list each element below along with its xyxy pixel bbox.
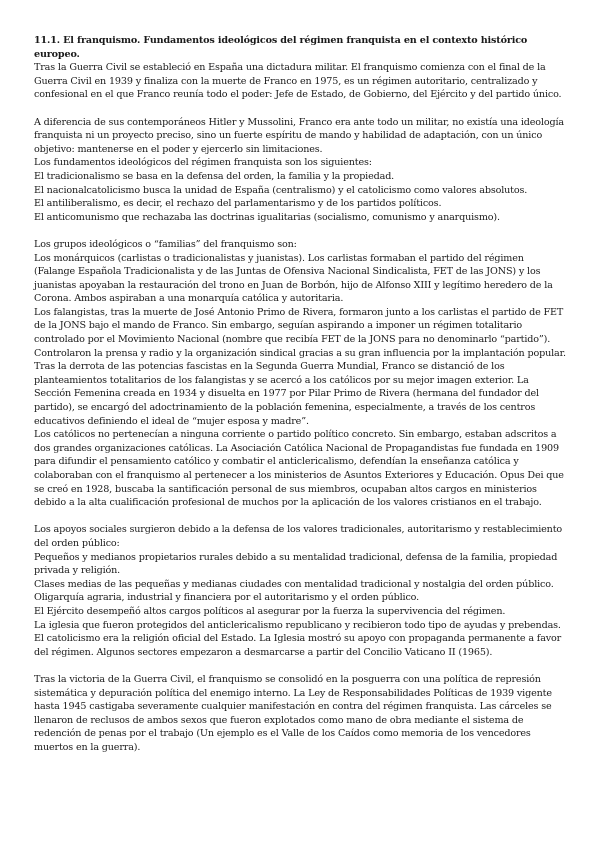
paragraph-foundations-heading: Los fundamentos ideológicos del régimen franquista son los siguientes:	[34, 157, 372, 169]
paragraph-church: La iglesia que fueron protegidos del anticlericalismo republicano y recibieron todo tipo de ayudas y prebendas. El catolicismo era la religión oficial del Estado. La Iglesia mostró su apoyo con propaganda permanente a favor del régimen. Algunos sectores empezaron a desmarcarse a partir del Concilio Vaticano II (1965).	[34, 619, 562, 658]
spacer	[34, 102, 566, 116]
paragraph-differences: A diferencia de sus contemporáneos Hitler y Mussolini, Franco era ante todo un militar, no existía una ideología franquista ni un proyecto preciso, sino un fuerte espíritu de mando y habilidad de adaptación, con un único objetivo: mantenerse en el poder y ejercerlo sin limitaciones.	[34, 116, 564, 155]
spacer	[34, 510, 566, 524]
paragraph-anticommunism: El anticomunismo que rechazaba las doctrinas igualitarias (socialismo, comunismo y anarquismo).	[34, 211, 500, 223]
paragraph-intro: Tras la Guerra Civil se estableció en España una dictadura militar. El franquismo comienza con el final de la Guerra Civil en 1939 y finaliza con la muerte de Franco en 1975, es un régimen autoritario, centralizado y confesional en el que Franco reunía todo el poder: Jefe de Estado, de Gobierno, del Ejército y del partido único.	[34, 62, 562, 101]
paragraph-middle-classes: Clases medias de las pequeñas y medianas ciudades con mentalidad tradicional y nostalgia del orden público.	[34, 578, 554, 590]
paragraph-monarchists: Los monárquicos (carlistas o tradicionalistas y juanistas). Los carlistas formaban el partido del régimen (Falange Española Tradicionalista y de las Juntas de Ofensiva Nacional Sindicalista, FET de las JONS) y los juanistas apoyaban la restauración del trono en Juan de Borbón, hijo de Alfonso XIII y legítimo heredero de la Corona. Ambos aspiraban a una monarquía católica y autoritaria.	[34, 252, 553, 305]
paragraph-social-support-heading: Los apoyos sociales surgieron debido a la defensa de los valores tradicionales, autoritarismo y restablecimiento del orden público:	[34, 524, 563, 549]
document-page	[34, 34, 566, 754]
paragraph-oligarchy: Oligarquía agraria, industrial y financiera por el autoritarismo y el orden público.	[34, 592, 420, 604]
spacer	[34, 659, 566, 673]
paragraph-falangists: Los falangistas, tras la muerte de José Antonio Primo de Rivera, formaron junto a los carlistas el partido de FET de la JONS bajo el mando de Franco. Sin embargo, seguían aspirando a imponer un régimen totalitario controlado por el Movimiento Nacional (nombre que recibía FET de la JONS para no denominarlo “partido”). Controlaron la prensa y radio y la organización sindical gracias a su gran influencia por la implantación popular. Tras la derrota de las potencias fascistas en la Segunda Guerra Mundial, Franco se distanció de los planteamientos totalitarios de los falangistas y se acercó a los católicos por su mejor imagen exterior. La Sección Femenina creada en 1934 y disuelta en 1977 por Pilar Primo de Rivera (hermana del fundador del partido), se encargó del adoctrinamiento de la población femenina, especialmente, a través de los centros educativos definiendo el ideal de “mujer esposa y madre”.	[34, 306, 566, 427]
paragraph-nationalcatholicism: El nacionalcatolicismo busca la unidad de España (centralismo) y el catolicismo como valores absolutos.	[34, 184, 528, 196]
paragraph-repression: Tras la victoria de la Guerra Civil, el franquismo se consolidó en la posguerra con una política de represión sistemática y depuración política del enemigo interno. La Ley de Responsabilidades Políticas de 1939 vigente hasta 1945 castigaba severamente cualquier manifestación en contra del régimen franquista. Las cárceles se llenaron de reclusos de ambos sexos que fueron explotados como mano de obra mediante el sistema de redención de penas por el trabajo (Un ejemplo es el Valle de los Caídos como memoria de los vencedores muertos en la guerra).	[34, 673, 552, 753]
paragraph-rural-owners: Pequeños y medianos propietarios rurales debido a su mentalidad tradicional, defensa de la familia, propiedad privada y religión.	[34, 551, 558, 577]
paragraph-antiliberalism: El antiliberalismo, es decir, el rechazo del parlamentarismo y de los partidos políticos.	[34, 198, 442, 210]
paragraph-traditionalism: El tradicionalismo se basa en la defensa del orden, la familia y la propiedad.	[34, 170, 395, 182]
spacer	[34, 224, 566, 238]
paragraph-army: El Ejército desempeñó altos cargos políticos al asegurar por la fuerza la supervivencia del régimen.	[34, 605, 506, 617]
paragraph-families-heading: Los grupos ideológicos o “familias” del franquismo son:	[34, 238, 297, 250]
paragraph-catholics: Los católicos no pertenecían a ninguna corriente o partido político concreto. Sin embargo, estaban adscritos a dos grandes organizaciones católicas. La Asociación Católica Nacional de Propagandistas fue fundada en 1909 para difundir el pensamiento católico y combatir el anticlericalismo, defendían la enseñanza católica y colaboraban con el franquismo al pertenecer a los ministerios de Asuntos Exteriores y Educación. Opus Dei que se creó en 1928, buscaba la santificación personal de sus miembros, ocupaban altos cargos en ministerios debido a la alta cualificación profesional de muchos por la aplicación de los valores cristianos en el trabajo.	[34, 429, 564, 509]
document-title: 11.1. El franquismo. Fundamentos ideológicos del régimen franquista en el contexto histórico europeo.	[34, 35, 528, 60]
